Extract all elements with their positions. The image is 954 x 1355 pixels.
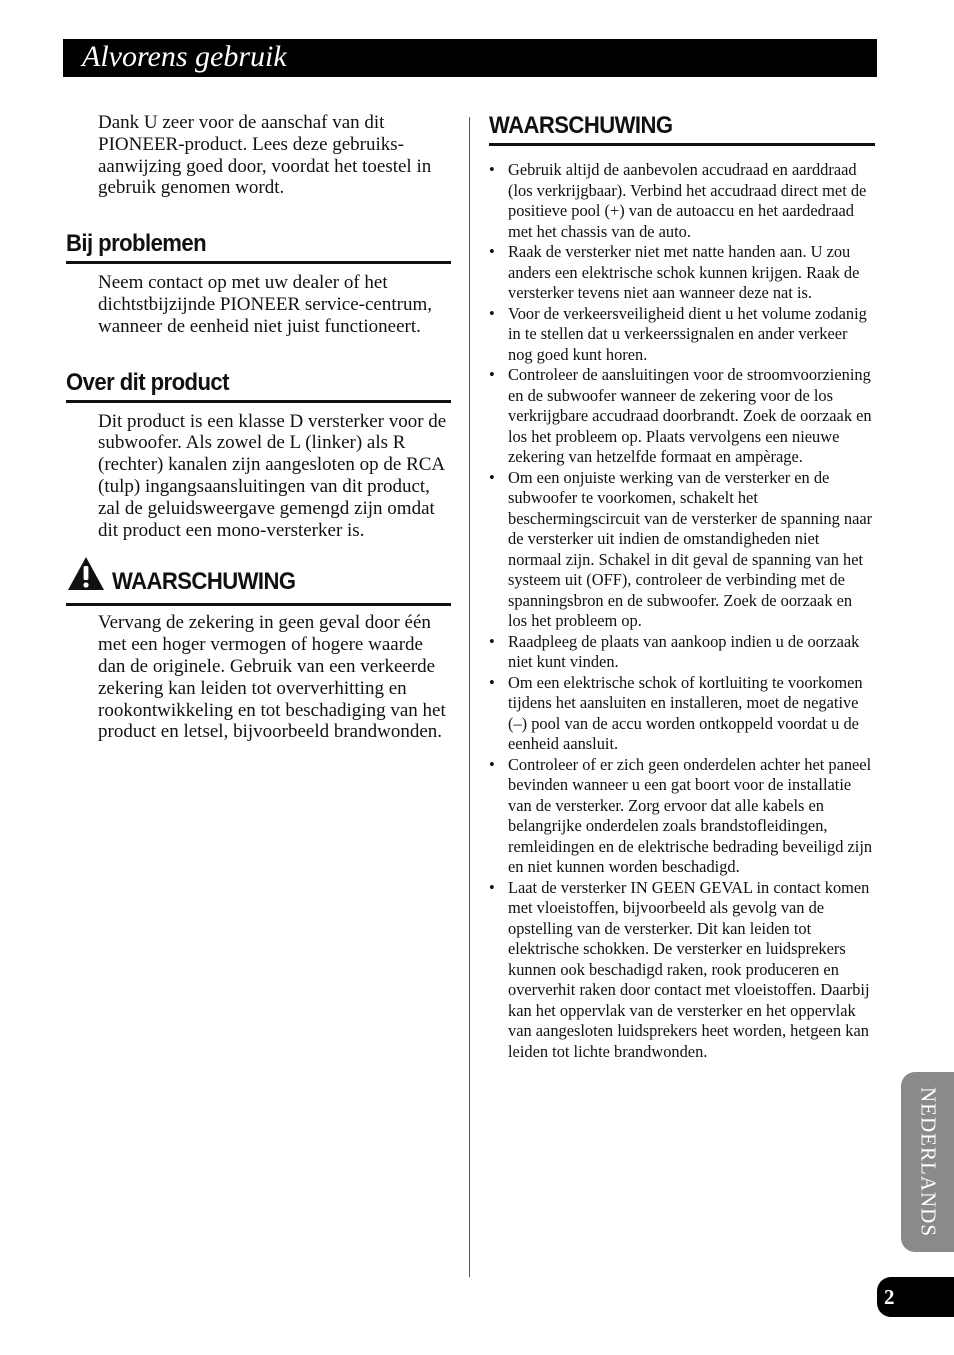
section-heading: Bij problemen <box>66 230 207 258</box>
intro-paragraph: Dank U zeer voor de aanschaf van dit PIONEER-product. Lees deze gebruiks-aanwijzing goed door, voordat het toestel in gebruik genomen wordt. <box>98 112 432 199</box>
right-column <box>489 112 875 1062</box>
bullet-icon: • <box>489 365 495 384</box>
page-number-tab <box>877 1277 954 1317</box>
column-divider <box>469 117 470 1277</box>
section-bij-problemen <box>66 230 451 337</box>
section-waarschuwing-left <box>66 555 451 743</box>
warning-triangle-icon <box>66 555 106 600</box>
section-paragraph: Vervang de zekering in geen geval door één met een hoger vermogen of hogere waarde dan de originele. Gebruik van een verkeerde zekering kan leiden tot oververhitting en rookontwikkeling en tot beschadiging van het product en letsel, bijvoorbeeld brandwonden. <box>98 612 446 743</box>
list-item <box>489 632 875 673</box>
heading-rule <box>66 400 451 403</box>
title-bar <box>63 39 877 77</box>
bullet-icon: • <box>489 160 495 179</box>
list-item <box>489 673 875 755</box>
list-item-text: Controleer de aansluitingen voor de stroomvoorziening en de subwoofer wanneer de zekering voor de los verkrijgbare accudraad doorbrandt. Zoek de oorzaak en los het probleem op. Plaats vervolgens een nieuwe zekering van hetzelfde formaat en ampèrage. <box>508 365 872 466</box>
language-label: NEDERLANDS <box>916 1087 940 1237</box>
bullet-icon: • <box>489 877 495 897</box>
list-item-text: Controleer of er zich geen onderdelen achter het paneel bevinden wanneer u een gat boort voor de installatie van de versterker. Zorg ervoor dat alle kabels en belangrijke onderdelen zoals brandstofleidingen, remleidingen en de elektrische bedrading beveiligd zijn en niet kunnen worden beschadigd. <box>508 754 873 876</box>
list-item <box>489 304 875 366</box>
list-item <box>489 365 875 468</box>
list-item <box>489 242 875 304</box>
bullet-icon: • <box>489 303 495 323</box>
list-item-text: Gebruik altijd de aanbevolen accudraad en aarddraad (los verkrijgbaar). Verbind het accudraad direct met de positieve pool (+) van de autoaccu en het aardedraad met het chassis van de auto. <box>508 160 867 241</box>
list-item-text: Laat de versterker IN GEEN GEVAL in contact komen met vloeistoffen, bijvoorbeeld als gevolg van de opstelling van de versterker. Dit kan leiden tot elektrische schokken. De versterker en luidsprekers kunnen ook beschadigd raken, rook produceren en oververhit raken door contact met vloeistoffen. Daarbij kan het oppervlak van de versterker en het oppervlak van aangesloten luidsprekers heet worden, hetgeen kan leiden tot lichte brandwonden. <box>508 877 870 1061</box>
list-item-text: Om een onjuiste werking van de versterker en de subwoofer te voorkomen, schakelt het beschermingscircuit van de versterker de spanning naar de versterker uit indien de omstandigheden niet normaal zijn. Schakel in dit geval de spanning van het systeem uit (OFF), controleer de verbinding met de spanningsbron en de subwoofer. Zoek de oorzaak en los het probleem op. <box>508 467 873 630</box>
bullet-icon: • <box>489 242 495 261</box>
bullet-icon: • <box>489 467 495 487</box>
bullet-icon: • <box>489 631 495 651</box>
list-item <box>489 160 875 242</box>
page-number: 2 <box>884 1285 895 1309</box>
section-paragraph: Neem contact op met uw dealer of het dichtstbijzijnde PIONEER service-centrum, wanneer de eenheid niet juist functioneert. <box>98 272 432 337</box>
section-heading-with-icon <box>66 555 451 602</box>
bullet-icon: • <box>489 754 495 774</box>
section-over-dit-product <box>66 369 451 542</box>
section-paragraph: Dit product is een klasse D versterker voor de subwoofer. Als zowel de L (linker) als R (rechter) kanalen zijn aangesloten op de RCA (tulp) ingangsaansluitingen van dit product, zal de geluidsweergave gemengd zijn omdat dit product een mono-versterker is. <box>98 410 447 541</box>
left-column <box>66 112 451 743</box>
section-heading: Over dit product <box>66 368 229 396</box>
heading-rule <box>489 143 875 146</box>
warning-heading: WAARSCHUWING <box>489 112 673 139</box>
list-item-text: Om een elektrische schok of kortluiting te voorkomen tijdens het aansluiten en installeren, moet de negative (–) pool van de accu worden ontkoppeld voordat u de eenheid aansluit. <box>508 672 863 753</box>
list-item-text: Voor de verkeersveiligheid dient u het volume zodanig in te stellen dat u verkeerssignalen en ander verkeer nog goed kunt horen. <box>508 303 867 364</box>
list-item <box>489 468 875 632</box>
list-item-text: Raadpleeg de plaats van aankoop indien u de oorzaak niet kunt vinden. <box>508 631 860 671</box>
list-item <box>489 878 875 1063</box>
language-tab <box>901 1072 954 1252</box>
list-item-text: Raak de versterker niet met natte handen aan. U zou anders een elektrische schok kunnen krijgen. Raak de versterker tevens niet aan wanneer deze nat is. <box>508 242 860 302</box>
section-heading-text: WAARSCHUWING <box>112 568 296 596</box>
bullet-icon: • <box>489 672 495 692</box>
page-title: Alvorens gebruik <box>82 40 287 73</box>
heading-rule <box>66 603 451 606</box>
warning-list <box>489 160 875 1062</box>
heading-rule <box>66 261 451 264</box>
list-item <box>489 755 875 878</box>
